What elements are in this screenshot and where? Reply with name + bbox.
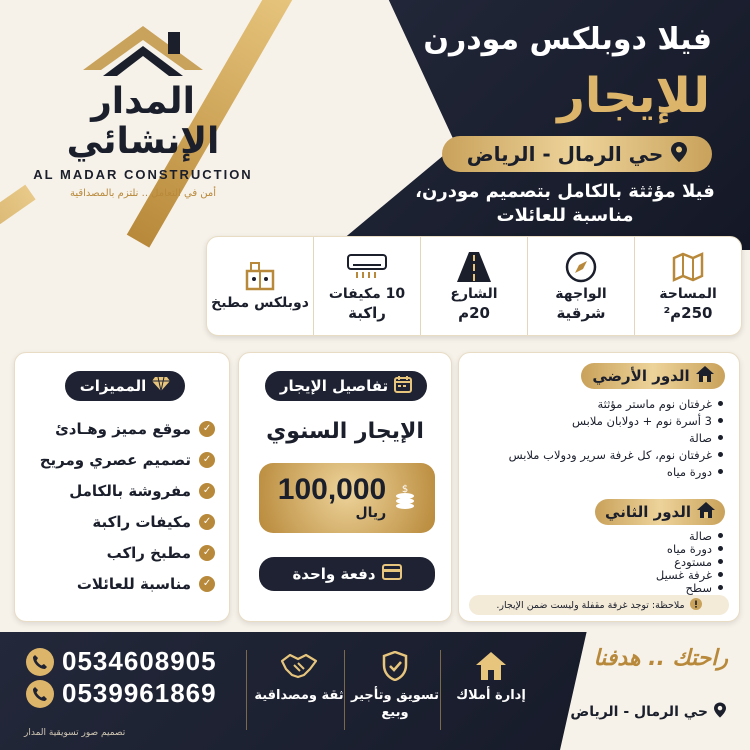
payment-card-icon [382, 564, 402, 584]
phone-icon [26, 648, 54, 676]
slogan: راحتك .. هدفنا [593, 646, 728, 671]
compass-icon [565, 250, 597, 284]
price-currency: ريال [355, 505, 387, 521]
location-pill [442, 136, 712, 172]
map-pin-icon [671, 142, 687, 167]
location-text: حي الرمال - الرياض [466, 142, 664, 166]
check-icon: ✓ [199, 452, 215, 468]
list-item: ✓ مفروشة بالكامل [25, 475, 215, 506]
divider [440, 650, 441, 730]
logo-tagline: أمن في التعامل .. نلتزم بالمصداقية [69, 188, 217, 200]
ground-floor-pill: الدور الأرضي [581, 363, 725, 389]
map-pin-icon [714, 702, 726, 722]
floors-card [458, 352, 740, 622]
map-icon [672, 250, 704, 284]
specs-strip [206, 236, 742, 336]
hero-description: فيلا مؤثثة بالكامل بتصميم مودرن، مناسبة للعائلات [415, 181, 715, 227]
features-list [25, 413, 215, 599]
house-icon [446, 648, 536, 684]
price-value: 100,000 [277, 473, 387, 506]
divider [344, 650, 345, 730]
list-item: ✓ تصميم عصري ومريح [25, 444, 215, 475]
floor-note: ملاحظة: توجد غرفة مقفلة وليست ضمن الإيجار. [469, 595, 729, 615]
payment-pill: دفعة واحدة [259, 557, 435, 591]
list-item: دورة مياه [469, 463, 723, 480]
list-item: ✓ مناسبة للعائلات [25, 568, 215, 599]
ground-floor-list [469, 395, 723, 480]
company-logo [28, 18, 258, 199]
service-property-management: إدارة أملاك [446, 648, 536, 705]
svg-text:$: $ [402, 484, 409, 495]
phone-1[interactable]: 0534608905 [26, 646, 217, 677]
list-item: 3 أسرة نوم + دولابان ملابس [469, 412, 723, 429]
check-icon: ✓ [199, 545, 215, 561]
list-item: سطح [469, 581, 723, 594]
second-floor-list [469, 529, 723, 594]
house-icon [696, 366, 714, 386]
spec-street: الشارع 20م [420, 237, 527, 335]
logo-name-en: AL MADAR CONSTRUCTION [33, 167, 253, 183]
design-credit: تصميم صور تسويقية المدار [24, 728, 126, 738]
warning-icon [690, 598, 702, 613]
hero-title: فيلا دوبلكس مودرن [423, 22, 712, 57]
spec-kitchen: دوبلكس مطبخ [207, 237, 313, 335]
spec-area: المساحة 250م² [634, 237, 741, 335]
phone-2[interactable]: 0539961869 [26, 678, 217, 709]
air-conditioner-icon [347, 250, 387, 284]
divider [246, 650, 247, 730]
list-item: غرفتان نوم، كل غرفة سرير ودولاب ملابس [469, 446, 723, 463]
house-icon [697, 502, 715, 522]
rent-card [238, 352, 452, 622]
service-marketing: تسويق وتأجير وبيع [350, 648, 440, 722]
list-item: غرفتان نوم ماستر مؤثثة [469, 395, 723, 412]
calendar-icon [394, 375, 412, 397]
list-item: غرفة غسيل [469, 568, 723, 581]
shield-check-icon [350, 648, 440, 684]
annual-rent-label: الإيجار السنوي [266, 419, 424, 444]
diamond-icon [152, 377, 170, 395]
check-icon: ✓ [199, 576, 215, 592]
roof-logo-icon [73, 18, 213, 78]
check-icon: ✓ [199, 514, 215, 530]
list-item: ✓ مكيفات راكبة [25, 506, 215, 537]
price-box [259, 463, 435, 533]
second-floor-pill: الدور الثاني [595, 499, 725, 525]
features-card [14, 352, 230, 622]
list-item: دورة مياه [469, 542, 723, 555]
list-item: ✓ موقع مميز وهـادئ [25, 413, 215, 444]
list-item: صالة [469, 429, 723, 446]
list-item: ✓ مطبخ راكب [25, 537, 215, 568]
check-icon: ✓ [199, 483, 215, 499]
road-icon [457, 250, 491, 284]
handshake-icon [254, 648, 344, 684]
service-trust: ثقة ومصداقية [254, 648, 344, 705]
coins-icon [394, 482, 416, 514]
check-icon: ✓ [199, 421, 215, 437]
logo-name-ar: المدار الإنشائي [66, 81, 220, 162]
list-item: صالة [469, 529, 723, 542]
footer-location: حي الرمال - الرياض [570, 702, 726, 722]
hero-subtitle: للإيجار [557, 68, 710, 124]
gold-stripe-left [0, 185, 36, 286]
phone-icon [26, 680, 54, 708]
spec-facade: الواجهة شرقية [527, 237, 634, 335]
footer [0, 632, 750, 750]
rent-title-pill: تفاصيل الإيجار [265, 371, 427, 401]
kitchen-icon [245, 259, 275, 293]
features-title-pill: المميزات [65, 371, 185, 401]
spec-ac: 10 مكيفات راكبة [313, 237, 420, 335]
list-item: مستودع [469, 555, 723, 568]
